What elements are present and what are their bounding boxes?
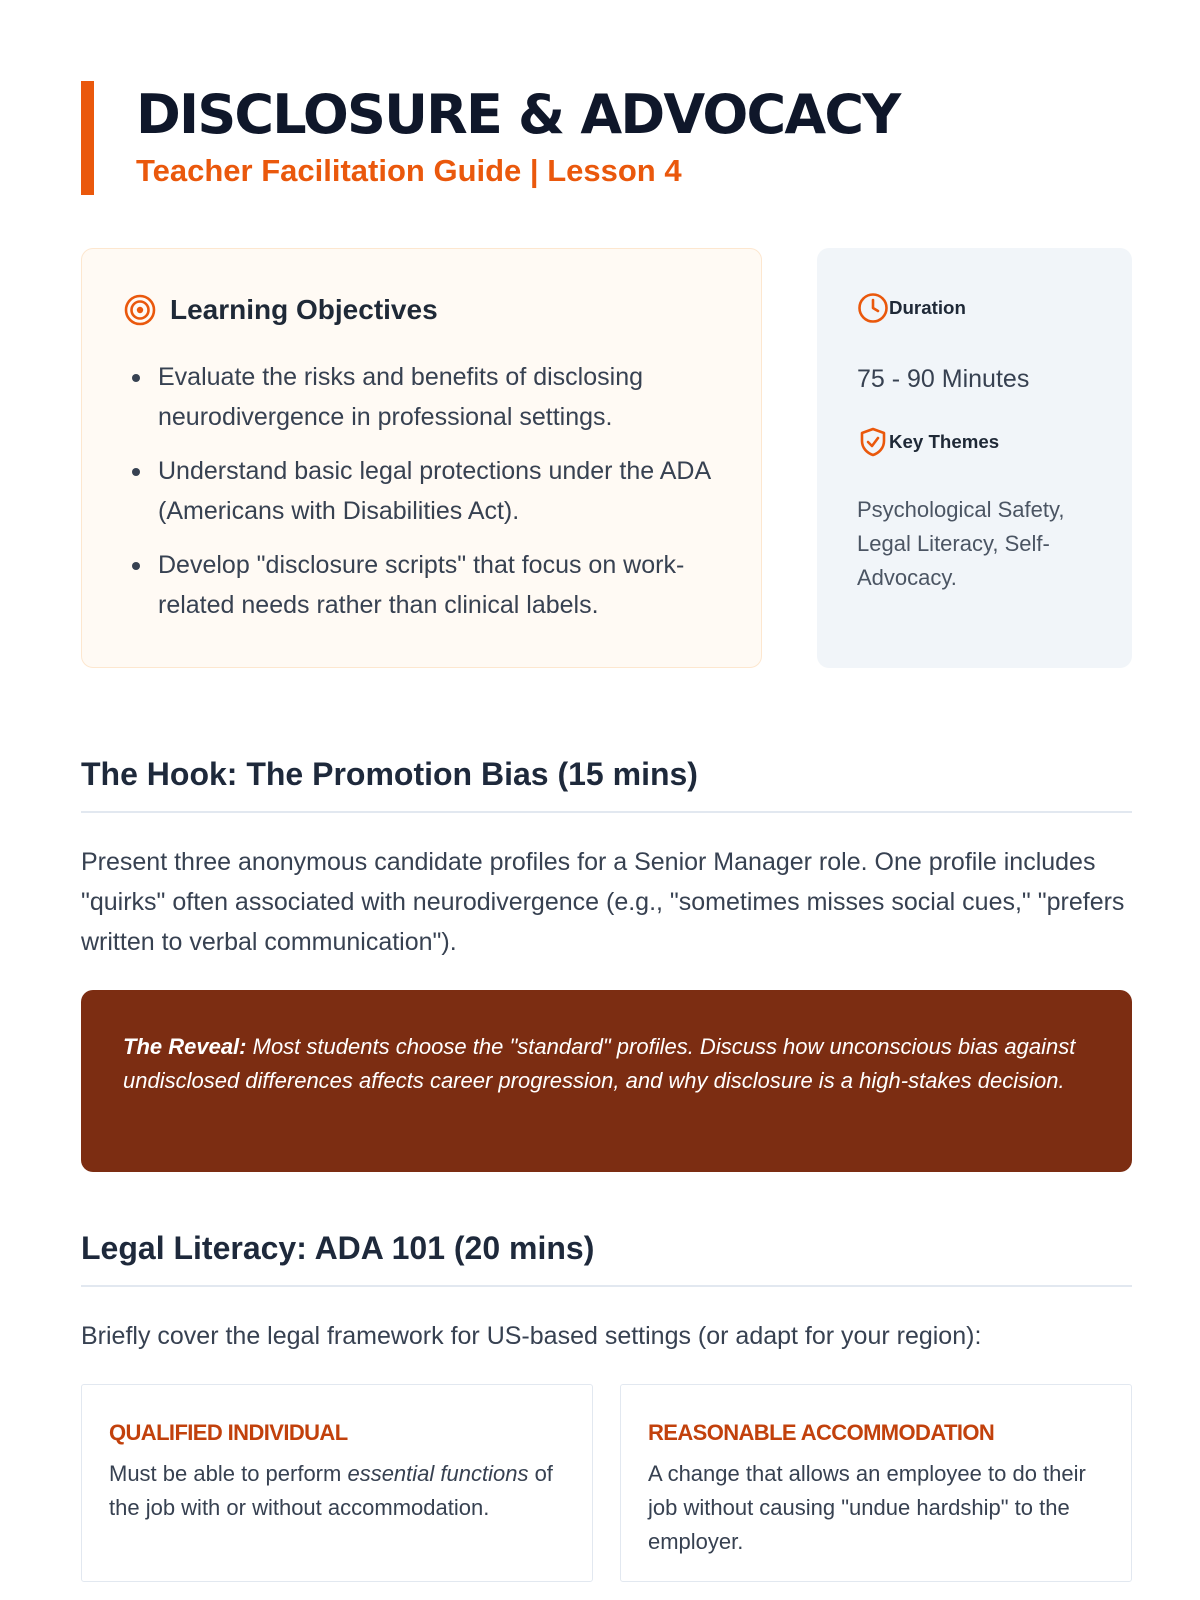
legal-intro: Briefly cover the legal framework for US-based settings (or adapt for your region):: [81, 1322, 982, 1350]
term-definition-emphasis: essential functions: [347, 1461, 529, 1486]
duration-title: Duration: [889, 297, 966, 318]
duration-value: 75 - 90 Minutes: [857, 365, 1030, 393]
lesson-meta-card: [817, 248, 1132, 668]
header-accent-bar: [81, 81, 94, 195]
term-definition-part: Must be able to perform: [109, 1461, 348, 1486]
key-themes-value: Psychological Safety, Legal Literacy, Self-Advocacy.: [857, 497, 1065, 590]
shield-check-icon: [857, 426, 889, 458]
clock-icon: [857, 292, 889, 324]
learning-objectives-card: [81, 248, 762, 668]
term-definition: [648, 1457, 1108, 1559]
legal-divider: [81, 1285, 1132, 1287]
legal-section-title: Legal Literacy: ADA 101 (20 mins): [81, 1230, 595, 1266]
term-definition-part: of the job with or without accommodation.: [109, 1461, 553, 1520]
objective-item: Develop "disclosure scripts" that focus on work-related needs rather than clinical labels.: [158, 545, 738, 625]
hook-section-title: The Hook: The Promotion Bias (15 mins): [81, 756, 698, 792]
reveal-text-block: [123, 1030, 1093, 1098]
objectives-list: [158, 357, 738, 639]
term-card-reasonable-accommodation: [620, 1384, 1132, 1582]
page-header: [81, 81, 1131, 195]
objectives-title: Learning Objectives: [170, 294, 438, 325]
reveal-label: The Reveal:: [123, 1034, 247, 1059]
term-card-qualified-individual: [81, 1384, 593, 1582]
reveal-text: Most students choose the "standard" profiles. Discuss how unconscious bias against undisclosed differences affects career progression, and why disclosure is a high-stakes decision.: [123, 1034, 1076, 1093]
duration-heading: [857, 292, 966, 324]
term-label: QUALIFIED INDIVIDUAL: [109, 1420, 348, 1445]
page-title: DISCLOSURE & ADVOCACY: [136, 83, 900, 146]
reveal-callout: [81, 990, 1132, 1172]
target-icon: [124, 294, 156, 326]
hook-divider: [81, 811, 1132, 813]
term-label: REASONABLE ACCOMMODATION: [648, 1420, 995, 1445]
hook-body: Present three anonymous candidate profiles for a Senior Manager role. One profile includes "quirks" often associated with neurodivergence (e.g., "sometimes misses social cues," "prefers written to verbal communication").: [81, 848, 1125, 956]
page-subtitle: Teacher Facilitation Guide | Lesson 4: [136, 153, 682, 188]
term-definition: [109, 1457, 569, 1525]
term-definition-part: A change that allows an employee to do their job without causing "undue hardship" to the employer.: [648, 1461, 1086, 1554]
objective-item: Understand basic legal protections under the ADA (Americans with Disabilities Act).: [158, 451, 738, 531]
objectives-heading: [124, 293, 438, 327]
key-themes-title: Key Themes: [889, 431, 1000, 452]
key-themes-heading: [857, 426, 999, 458]
objective-item: Evaluate the risks and benefits of disclosing neurodivergence in professional settings.: [158, 357, 738, 437]
